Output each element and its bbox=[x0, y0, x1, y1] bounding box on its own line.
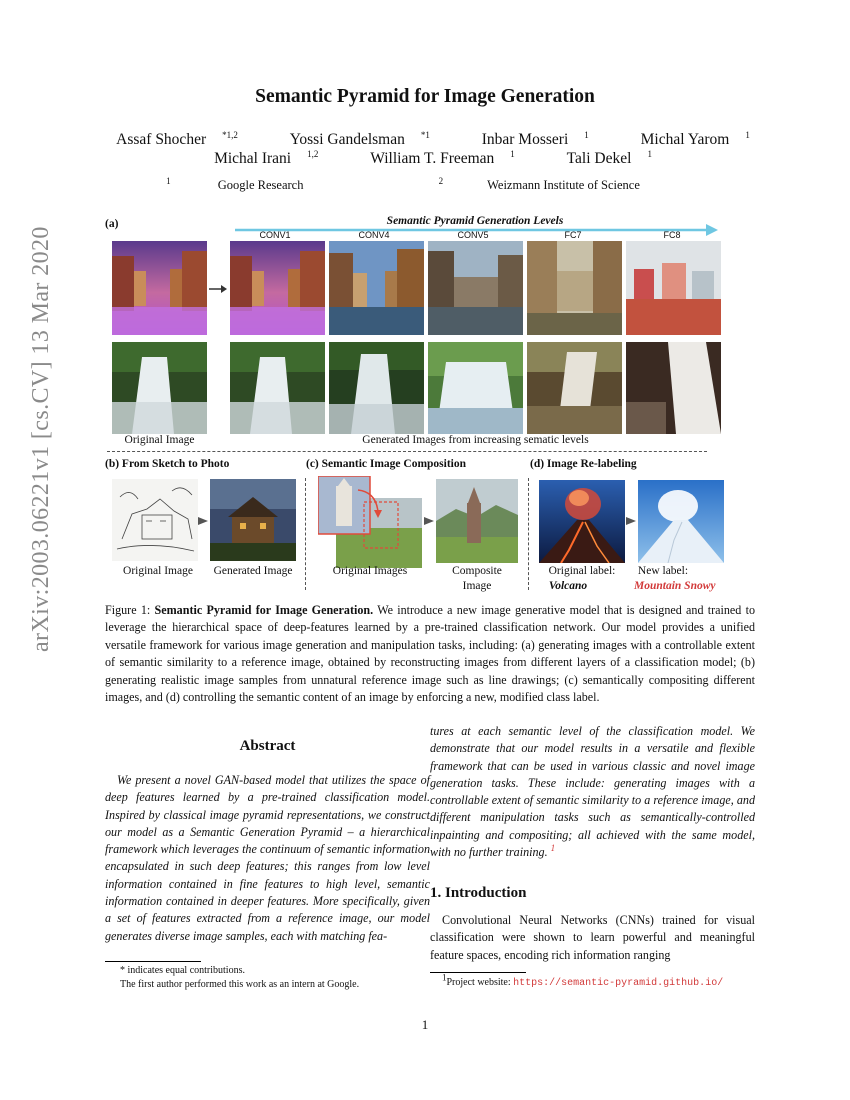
author: Inbar Mosseri $^1$ bbox=[481, 129, 589, 148]
abstract-text-left: We present a novel GAN-based model that utilizes the space of deep features learned by a pre-trained classification model. Inspired by classical image pyramid representations, we construct our model as a Semantic Generation Pyramid – a hierarchical framework which leverages the continuum of semantic information encapsulated in such deep features; this ranges from low level information contained in fine features to high level, semantic information contained in deeper features. More specifically, given a set of features extracted from a reference image, our model generates diverse image samples, each with matching fea- bbox=[105, 773, 430, 943]
waterfall-conv4-image bbox=[329, 342, 424, 434]
arrow-right-icon bbox=[422, 516, 436, 526]
waterfall-conv1-image bbox=[230, 342, 325, 434]
composite-caption-line2: Image bbox=[462, 580, 492, 592]
introduction-text: Convolutional Neural Networks (CNNs) trained for visual classification were shown to learn powerful and meaningful feature spaces, encoding rich information ranging bbox=[430, 913, 755, 962]
level-label-fc7: FC7 bbox=[564, 230, 582, 240]
figure-label-b: (b) From Sketch to Photo bbox=[105, 458, 230, 470]
page-number: 1 bbox=[421, 1017, 429, 1032]
venice-fc8-image bbox=[626, 241, 721, 335]
affiliations bbox=[0, 175, 850, 193]
footnote-rule-left bbox=[105, 961, 201, 962]
introduction-heading: 1. Introduction bbox=[430, 885, 527, 901]
affiliation: $^2$ Weizmann Institute of Science bbox=[438, 175, 640, 192]
paper-title: Semantic Pyramid for Image Generation bbox=[255, 86, 595, 107]
authors-row-2 bbox=[0, 150, 850, 168]
arrow-right-icon bbox=[624, 516, 638, 526]
level-label-conv1: CONV1 bbox=[259, 230, 291, 240]
sketch-original-image bbox=[112, 479, 198, 561]
figure-label-a: (a) bbox=[105, 218, 119, 230]
waterfall-conv5-image bbox=[428, 342, 523, 434]
original-label-value: Volcano bbox=[548, 580, 588, 592]
project-website-link[interactable]: https://semantic-pyramid.github.io/ bbox=[513, 978, 724, 989]
author: William T. Freeman $^1$ bbox=[370, 148, 515, 167]
new-label-caption: New label: bbox=[637, 565, 689, 577]
footnote-intern: The first author performed this work as an intern at Google. bbox=[120, 979, 360, 990]
new-label-value: Mountain Snowy bbox=[634, 580, 716, 592]
abstract-heading: Abstract bbox=[239, 738, 296, 754]
generated-images-caption: Generated Images from increasing sematic levels bbox=[362, 434, 589, 446]
waterfall-fc8-image bbox=[626, 342, 721, 434]
footnote-project-website: $^1$Project website: https://semantic-pyramid.github.io/ bbox=[442, 972, 724, 989]
divider-b-c bbox=[305, 478, 306, 590]
figure-label-c: (c) Semantic Image Composition bbox=[306, 458, 467, 470]
level-label-fc8: FC8 bbox=[663, 230, 681, 240]
author: Michal Yarom $^1$ bbox=[640, 129, 750, 148]
snowy-mountain-image bbox=[638, 480, 724, 563]
arxiv-stamp: arXiv:2003.06221v1 [cs.CV] 13 Mar 2020 bbox=[28, 226, 54, 652]
venice-original-image bbox=[112, 241, 207, 335]
composition-original-caption: Original Images bbox=[332, 565, 408, 577]
venice-conv5-image bbox=[428, 241, 523, 335]
figure-label-d: (d) Image Re-labeling bbox=[530, 458, 637, 470]
volcano-image bbox=[539, 480, 625, 563]
authors-row-1 bbox=[0, 131, 850, 149]
sketch-generated-image bbox=[210, 479, 296, 561]
venice-fc7-image bbox=[527, 241, 622, 335]
composite-image bbox=[436, 479, 518, 563]
composite-caption-line1: Composite bbox=[452, 565, 502, 577]
levels-title: Semantic Pyramid Generation Levels bbox=[386, 215, 564, 227]
sketch-generated-caption: Generated Image bbox=[213, 565, 293, 577]
waterfall-fc7-image bbox=[527, 342, 622, 434]
author: Tali Dekel $^1$ bbox=[566, 148, 652, 167]
affiliation: $^1$ Google Research bbox=[166, 175, 304, 192]
venice-conv4-image bbox=[329, 241, 424, 335]
waterfall-original-image bbox=[112, 342, 207, 434]
sketch-original-caption: Original Image bbox=[123, 565, 193, 577]
composition-original-images bbox=[318, 476, 422, 568]
venice-conv1-image bbox=[230, 241, 325, 335]
arrow-right-icon bbox=[208, 283, 228, 295]
author: Michal Irani $^{1,2}$ bbox=[214, 148, 319, 167]
figure-caption: Figure 1: Semantic Pyramid for Image Generation. We introduce a new image generative model that is designed and trained to leverage the hierarchical space of deep-features learned by a pre-trained classification network. Our model provides a unified versatile framework for various image generation and manipulation tasks, including: (a) generating images with a controllable extent of semantic similarity to a reference image, obtained by reconstructing images from different layers of a classification model; (b) generating realistic image samples from unnatural reference image such as line drawings; (c) semantically compositing different images, and (d) controlling the semantic content of an image by enforcing a new, modified class label. bbox=[105, 603, 756, 705]
level-label-conv4: CONV4 bbox=[358, 230, 390, 240]
figure-divider bbox=[107, 451, 707, 452]
arrow-right-icon bbox=[196, 516, 210, 526]
original-image-caption: Original Image bbox=[124, 434, 195, 446]
divider-c-d bbox=[528, 478, 529, 590]
author: Yossi Gandelsman $^{*1}$ bbox=[289, 129, 430, 148]
abstract-text-right: tures at each semantic level of the classification model. We demonstrate that our model results in a versatile and flexible framework that can be used in various classic and novel image generation tasks. These include: generating images with a controllable extent of semantic similarity to a reference image, and different manipulation tasks such as semantically-controlled inpainting and compositing; all achieved with the same model, with no further training. $^1$ bbox=[430, 724, 755, 860]
original-label-caption: Original label: bbox=[548, 565, 616, 577]
author: Assaf Shocher $^{*1,2}$ bbox=[116, 129, 238, 148]
level-label-conv5: CONV5 bbox=[457, 230, 489, 240]
footnote-equal-contrib: * indicates equal contributions. bbox=[120, 965, 245, 976]
